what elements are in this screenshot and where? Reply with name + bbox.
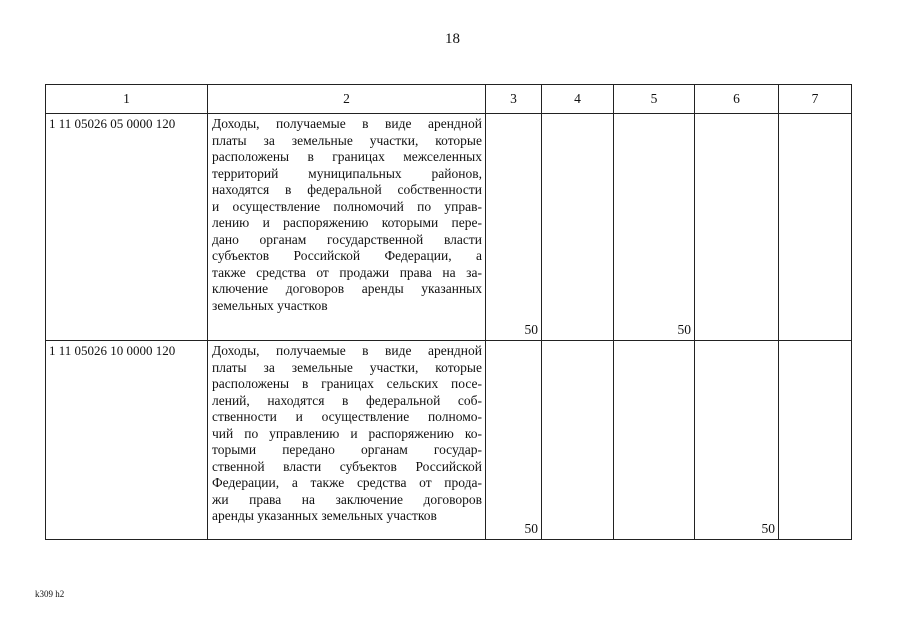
description-line: платы за земельные участки, которые xyxy=(212,132,482,148)
table-row xyxy=(46,114,852,341)
value-cell-col3: 50 xyxy=(486,341,542,540)
description-line: субъектов Российской Федерации, а xyxy=(212,248,482,263)
description-line: также средства от продажи права на за- xyxy=(212,264,482,280)
header-cell: 7 xyxy=(779,85,852,114)
description-line: дано органам государственной власти xyxy=(212,231,482,247)
description-line: Доходы, получаемые в виде арендной xyxy=(212,343,482,358)
header-cell: 4 xyxy=(542,85,614,114)
value-cell-col7 xyxy=(779,114,852,341)
budget-table xyxy=(45,84,852,540)
description-line: Доходы, получаемые в виде арендной xyxy=(212,116,482,131)
footer-doc-id: k309 h2 xyxy=(35,589,65,599)
description-line: расположены в границах межселенных xyxy=(212,149,482,164)
description-line: ственности и осуществление полномо- xyxy=(212,409,482,424)
table-row xyxy=(46,341,852,540)
description-line: территорий муниципальных районов, xyxy=(212,165,482,181)
description-cell xyxy=(208,114,486,341)
page-number: 18 xyxy=(445,31,460,47)
description-line: земельных участков xyxy=(212,297,328,313)
description-line: платы за земельные участки, которые xyxy=(212,359,482,375)
header-cell: 3 xyxy=(486,85,542,114)
description-cell xyxy=(208,341,486,540)
description-line: ключение договоров аренды указанных xyxy=(212,281,482,296)
value-cell-col6: 50 xyxy=(695,341,779,540)
description-line: лений, находятся в федеральной соб- xyxy=(212,392,482,408)
value-cell-col7 xyxy=(779,341,852,540)
income-code-cell: 1 11 05026 10 0000 120 xyxy=(46,341,208,540)
value-cell-col4 xyxy=(542,114,614,341)
description-line: чий по управлению и распоряжению ко- xyxy=(212,425,482,441)
header-cell: 2 xyxy=(208,85,486,114)
description-line: ственной власти субъектов Российской xyxy=(212,458,482,474)
header-cell: 5 xyxy=(614,85,695,114)
description-line: лению и распоряжению которыми пере- xyxy=(212,215,482,230)
description-line: жи права на заключение договоров xyxy=(212,491,482,507)
value-cell-col5: 50 xyxy=(614,114,695,341)
header-cell: 6 xyxy=(695,85,779,114)
value-cell-col5 xyxy=(614,341,695,540)
description-line: аренды указанных земельных участков xyxy=(212,508,437,523)
description-line: торыми передано органам государ- xyxy=(212,442,482,457)
description-line: и осуществление полномочий по управ- xyxy=(212,198,482,214)
header-cell: 1 xyxy=(46,85,208,114)
value-cell-col4 xyxy=(542,341,614,540)
value-cell-col3: 50 xyxy=(486,114,542,341)
income-code-cell: 1 11 05026 05 0000 120 xyxy=(46,114,208,341)
description-line: Федерации, а также средства от прода- xyxy=(212,475,482,490)
description-line: расположены в границах сельских посе- xyxy=(212,376,482,391)
value-cell-col6 xyxy=(695,114,779,341)
table-header-row xyxy=(46,85,852,114)
description-line: находятся в федеральной собственности xyxy=(212,182,482,197)
